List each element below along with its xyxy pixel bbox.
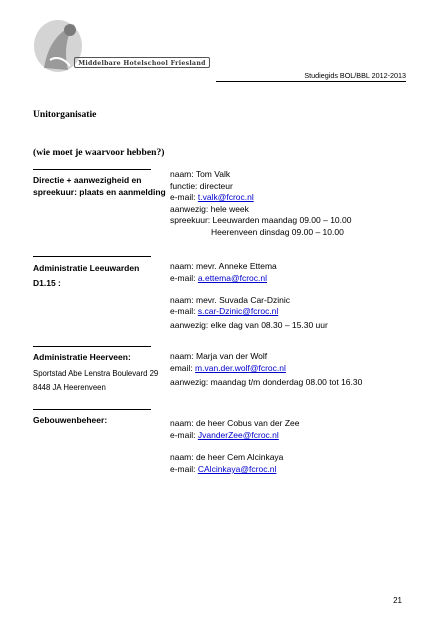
gebouwenbeheer-name-1: naam: de heer Cobus van der Zee <box>170 418 300 428</box>
administratie-heerenveen-label: Administratie Heerveen: <box>33 352 131 362</box>
administratie-presence: aanwezig: elke dag van 08.30 – 15.30 uur <box>170 320 328 330</box>
heerenveen-email-row <box>170 363 286 375</box>
administratie-name-1: naam: mevr. Anneke Ettema <box>170 261 277 271</box>
heerenveen-name: naam: Marja van der Wolf <box>170 351 268 361</box>
study-guide-title: Studiegids BOL/BBL 2012-2013 <box>304 71 406 80</box>
gebouwenbeheer-email-row-1 <box>170 430 279 442</box>
directie-presence: aanwezig: hele week <box>170 204 249 214</box>
administratie-email-row-2 <box>170 306 278 318</box>
administratie-leeuwarden-label: Administratie Leeuwarden <box>33 263 140 273</box>
administratie-email-link-2[interactable]: s.car-Dzinic@fcroc.nl <box>197 306 279 316</box>
email-label: e-mail: <box>170 430 198 440</box>
heerenveen-email-link[interactable]: m.van.der.wolf@fcroc.nl <box>195 363 286 373</box>
page-subtitle: (wie moet je waarvoor hebben?) <box>33 147 165 158</box>
directie-label-line2: spreekuur: plaats en aanmelding <box>33 187 166 197</box>
gebouwenbeheer-email-link-1[interactable]: JvanderZee@fcroc.nl <box>197 430 279 440</box>
email-label: e-mail: <box>170 273 198 283</box>
administratie-email-row-1 <box>170 273 267 285</box>
heerenveen-address-street: Sportstad Abe Lenstra Boulevard 29 <box>33 369 159 378</box>
header-divider <box>216 81 406 82</box>
directie-hours: spreekuur: Leeuwarden maandag 09.00 – 10.00 <box>170 215 352 225</box>
gebouwenbeheer-label: Gebouwenbeheer: <box>33 415 108 425</box>
email-label: e-mail: <box>170 464 198 474</box>
gebouwenbeheer-email-link-2[interactable]: CAlcinkaya@fcroc.nl <box>197 464 277 474</box>
section-divider <box>33 169 151 170</box>
section-divider <box>33 409 151 410</box>
email-label: e-mail: <box>170 306 198 316</box>
directie-email-row <box>170 192 254 204</box>
directie-function: functie: directeur <box>170 181 233 191</box>
directie-name: naam: Tom Valk <box>170 169 231 179</box>
school-name-banner: Middelbare Hotelschool Friesland <box>74 57 210 68</box>
page-number: 21 <box>393 596 402 605</box>
gebouwenbeheer-email-row-2 <box>170 464 276 476</box>
heerenveen-address-city: 8448 JA Heerenveen <box>33 383 106 392</box>
section-divider <box>33 256 151 257</box>
gebouwenbeheer-name-2: naam: de heer Cem Alcinkaya <box>170 452 284 462</box>
email-label: email: <box>170 363 196 373</box>
administratie-email-link-1[interactable]: a.ettema@fcroc.nl <box>197 273 267 283</box>
directie-email-link[interactable]: t.valk@fcroc.nl <box>197 192 254 202</box>
heerenveen-presence: aanwezig: maandag t/m donderdag 08.00 tot 16.30 <box>170 377 363 387</box>
directie-hours-heerenveen: Heerenveen dinsdag 09.00 – 10.00 <box>211 227 344 237</box>
section-divider <box>33 346 151 347</box>
email-label: e-mail: <box>170 192 198 202</box>
administratie-leeuwarden-room: D1.15 : <box>33 278 61 288</box>
administratie-name-2: naam: mevr. Suvada Car-Dzinic <box>170 295 290 305</box>
page-title: Unitorganisatie <box>33 109 97 120</box>
directie-label: Directie + aanwezigheid en <box>33 175 142 185</box>
